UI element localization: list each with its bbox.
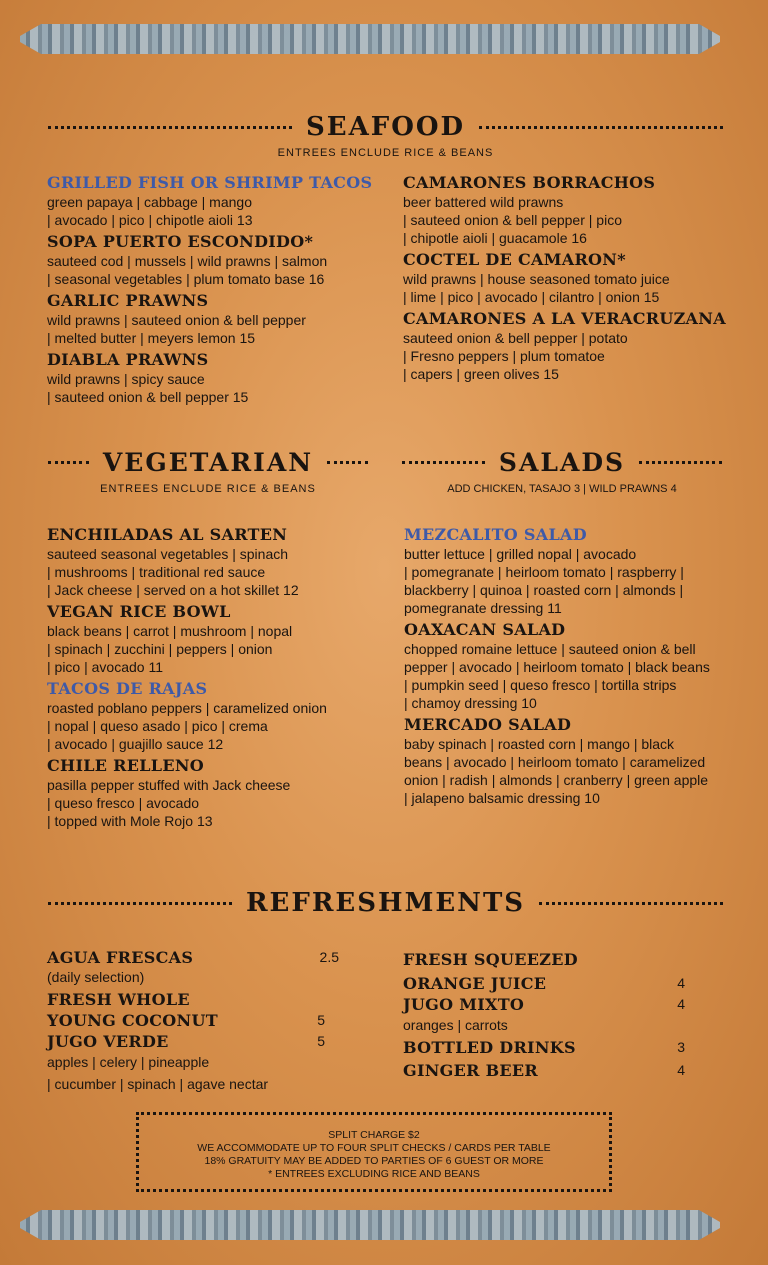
list-item — [403, 973, 685, 994]
menu-item — [47, 601, 377, 676]
menu-item — [404, 714, 734, 807]
agua-frescas-desc: (daily selection) — [47, 969, 145, 985]
menu-item-name: TACOS DE RAJAS — [47, 679, 208, 698]
menu-item-description: green papaya | cabbage | mango | avocado | pico | chipotle aioli 13 — [47, 194, 253, 228]
menu-item-name: COCTEL DE CAMARON* — [403, 250, 626, 269]
list-item — [403, 1037, 685, 1058]
vegetarian-header — [48, 448, 368, 477]
menu-item-name: MERCADO SALAD — [404, 715, 572, 734]
jugo-mixto-name: JUGO MIXTO — [403, 995, 525, 1014]
jugo-verde-name: JUGO VERDE — [47, 1032, 169, 1051]
split-checks-line: WE ACCOMMODATE UP TO FOUR SPLIT CHECKS / CARDS PER TABLE — [197, 1142, 551, 1154]
policy-notice-box — [136, 1112, 612, 1192]
jugo-mixto-price: 4 — [677, 996, 685, 1012]
bottled-drinks-name: BOTTLED DRINKS — [403, 1038, 576, 1057]
menu-item — [47, 290, 377, 347]
menu-item-description: butter lettuce | grilled nopal | avocado | pomegranate | heirloom tomato | raspberry | blackberry | quinoa | roasted corn | almonds | pomegranate dressing 11 — [404, 546, 684, 616]
menu-item-name: GARLIC PRAWNS — [47, 291, 209, 310]
menu-item-description: sauteed onion & bell pepper | potato | Fresno peppers | plum tomatoe | capers | green olives 15 — [403, 330, 628, 382]
menu-item-name: CAMARONES BORRACHOS — [403, 173, 656, 192]
menu-item-name: CAMARONES A LA VERACRUZANA — [403, 309, 726, 328]
menu-item-name: OAXACAN SALAD — [404, 620, 566, 639]
menu-item — [403, 308, 733, 383]
salads-header — [402, 448, 722, 477]
menu-item-description: sauteed cod | mussels | wild prawns | salmon | seasonal vegetables | plum tomato base 16 — [47, 253, 328, 287]
menu-item — [47, 678, 377, 753]
split-charge-line: SPLIT CHARGE $2 — [328, 1129, 420, 1141]
salads-title: SALADS — [498, 448, 626, 477]
divider-dots — [48, 461, 89, 464]
oj-name-line1: FRESH SQUEEZED — [403, 950, 578, 969]
oj-name-line2: ORANGE JUICE — [403, 974, 547, 993]
salads-subtitle: ADD CHICKEN, TASAJO 3 | WILD PRAWNS 4 — [447, 483, 677, 495]
menu-item-description: chopped romaine lettuce | sauteed onion & bell pepper | avocado | heirloom tomato | black beans | pumpkin seed | queso fresco | tortilla strips | chamoy dressing 10 — [404, 641, 710, 711]
gratuity-line: 18% GRATUITY MAY BE ADDED TO PARTIES OF 6 GUEST OR MORE — [204, 1155, 544, 1167]
agua-frescas-name: AGUA FRESCAS — [47, 948, 194, 967]
refreshments-left-column — [47, 947, 339, 1096]
agua-frescas-price: 2.5 — [319, 949, 339, 965]
ginger-beer-price: 4 — [677, 1062, 685, 1078]
coconut-name-line2: YOUNG COCONUT — [47, 1011, 218, 1030]
menu-item-description: sauteed seasonal vegetables | spinach | mushrooms | traditional red sauce | Jack cheese | served on a hot skillet 12 — [47, 546, 299, 598]
refreshments-header — [48, 888, 723, 918]
menu-item — [404, 619, 734, 712]
menu-item-name: GRILLED FISH OR SHRIMP TACOS — [47, 173, 373, 192]
divider-dots — [48, 902, 232, 905]
refreshments-title: REFRESHMENTS — [245, 888, 526, 918]
menu-item-description: wild prawns | sauteed onion & bell pepper | melted butter | meyers lemon 15 — [47, 312, 306, 346]
menu-item-name: VEGAN RICE BOWL — [47, 602, 231, 621]
jugo-verde-price: 5 — [317, 1033, 325, 1049]
entrees-note-line: * ENTREES EXCLUDING RICE AND BEANS — [268, 1168, 480, 1180]
menu-item-description: black beans | carrot | mushroom | nopal | spinach | zucchini | peppers | onion | pico | avocado 11 — [47, 623, 293, 675]
menu-item-description: pasilla pepper stuffed with Jack cheese | queso fresco | avocado | topped with Mole Rojo 13 — [47, 777, 291, 829]
menu-item — [47, 755, 377, 830]
seafood-title: SEAFOOD — [305, 112, 466, 142]
menu-item-description: beer battered wild prawns | sauteed onion & bell pepper | pico | chipotle aioli | guacamole 16 — [403, 194, 622, 246]
list-item — [403, 1060, 685, 1081]
menu-item — [403, 172, 733, 247]
divider-dots — [479, 126, 723, 129]
menu-item — [47, 172, 377, 229]
coconut-name-line1: FRESH WHOLE — [47, 990, 190, 1009]
menu-item-description: wild prawns | spicy sauce | sauteed onion & bell pepper 15 — [47, 371, 249, 405]
menu-item-name: MEZCALITO SALAD — [404, 525, 587, 544]
menu-item-description: baby spinach | roasted corn | mango | black beans | avocado | heirloom tomato | caramelized onion | radish | almonds | cranberry | green apple | jalapeno balsamic dressing 10 — [404, 736, 709, 806]
salads-column — [404, 524, 734, 809]
coconut-price: 5 — [317, 1012, 325, 1028]
list-item — [47, 1031, 339, 1052]
seafood-header — [48, 112, 723, 142]
seafood-right-column — [403, 172, 733, 385]
divider-dots — [539, 902, 723, 905]
decorative-border-top — [20, 24, 720, 54]
menu-item-name: SOPA PUERTO ESCONDIDO* — [47, 232, 314, 251]
jugo-mixto-desc: oranges | carrots — [403, 1017, 508, 1033]
divider-dots — [402, 461, 485, 464]
menu-item — [404, 524, 734, 617]
menu-item-name: CHILE RELLENO — [47, 756, 205, 775]
refreshments-right-column — [403, 949, 685, 1081]
menu-item-description: wild prawns | house seasoned tomato juice | lime | pico | avocado | cilantro | onion 15 — [403, 271, 670, 305]
vegetarian-subtitle: ENTREES ENCLUDE RICE & BEANS — [100, 483, 316, 495]
decorative-border-bottom — [20, 1210, 720, 1240]
seafood-subtitle: ENTREES ENCLUDE RICE & BEANS — [277, 147, 494, 159]
oj-price: 4 — [677, 975, 685, 991]
menu-item-name: ENCHILADAS AL SARTEN — [47, 525, 288, 544]
vegetarian-column — [47, 524, 377, 832]
list-item — [47, 947, 339, 968]
vegetarian-title: VEGETARIAN — [102, 448, 314, 477]
ginger-beer-name: GINGER BEER — [403, 1061, 539, 1080]
list-item — [47, 1010, 339, 1031]
jugo-verde-desc-line1: apples | celery | pineapple — [47, 1054, 210, 1070]
menu-item — [47, 231, 377, 288]
bottled-drinks-price: 3 — [677, 1039, 685, 1055]
menu-item-description: roasted poblano peppers | caramelized onion | nopal | queso asado | pico | crema | avocado | guajillo sauce 12 — [47, 700, 327, 752]
seafood-left-column — [47, 172, 377, 408]
menu-item-name: DIABLA PRAWNS — [47, 350, 209, 369]
menu-item — [47, 524, 377, 599]
menu-item — [403, 249, 733, 306]
menu-item — [47, 349, 377, 406]
list-item — [403, 994, 685, 1015]
divider-dots — [48, 126, 292, 129]
divider-dots — [639, 461, 722, 464]
divider-dots — [327, 461, 368, 464]
jugo-verde-desc-line2: | cucumber | spinach | agave nectar — [47, 1076, 269, 1092]
